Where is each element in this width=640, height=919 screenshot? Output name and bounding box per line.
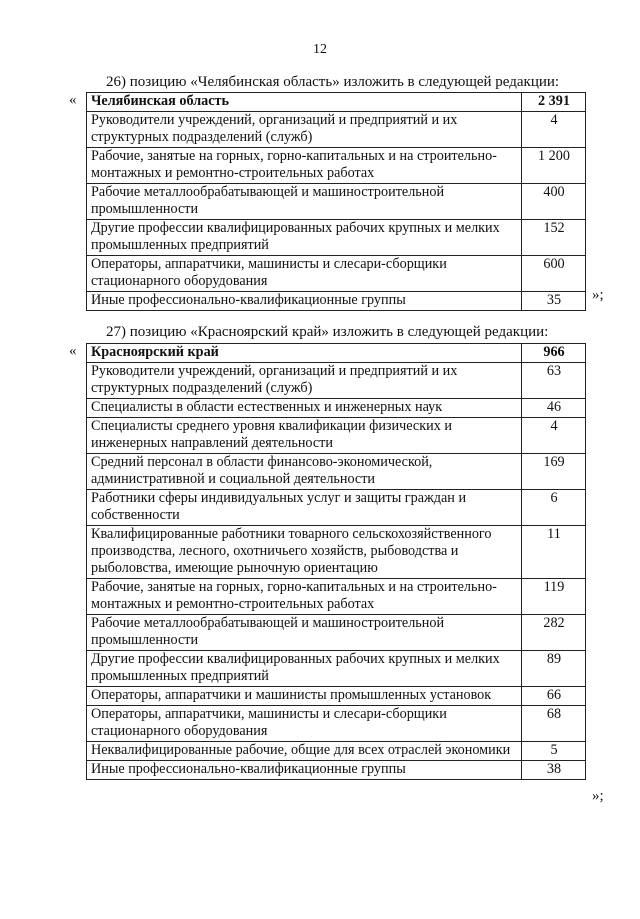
row-label: Иные профессионально-квалификационные группы — [87, 292, 522, 311]
table-row — [87, 742, 586, 761]
table-row — [87, 651, 586, 687]
table-row — [87, 292, 586, 311]
table-header-row — [87, 344, 586, 363]
row-value: 11 — [522, 526, 586, 579]
row-label: Операторы, аппаратчики, машинисты и слесари-сборщики стационарного оборудования — [87, 706, 522, 742]
row-label: Специалисты в области естественных и инженерных наук — [87, 399, 522, 418]
row-label: Специалисты среднего уровня квалификации физических и инженерных направлений деятельности — [87, 418, 522, 454]
region-total: 2 391 — [522, 93, 586, 112]
row-value: 5 — [522, 742, 586, 761]
page-number: 12 — [313, 42, 327, 57]
row-value: 282 — [522, 615, 586, 651]
row-value: 46 — [522, 399, 586, 418]
row-value: 400 — [522, 184, 586, 220]
region-name: Челябинская область — [87, 93, 522, 112]
open-quote: « — [69, 343, 77, 359]
row-value: 6 — [522, 490, 586, 526]
row-label: Руководители учреждений, организаций и предприятий и их структурных подразделений (служб) — [87, 112, 522, 148]
table-row — [87, 761, 586, 780]
close-quote: »; — [592, 287, 604, 303]
region-name: Красноярский край — [87, 344, 522, 363]
row-value: 68 — [522, 706, 586, 742]
row-label: Квалифицированные работники товарного сельскохозяйственного производства, лесного, охотничьего хозяйств, рыбоводства и рыболовства, имеющие рыночную ориентацию — [87, 526, 522, 579]
row-value: 66 — [522, 687, 586, 706]
close-quote: »; — [592, 788, 604, 804]
table-row — [87, 615, 586, 651]
table-row — [87, 418, 586, 454]
table-row — [87, 490, 586, 526]
row-value: 35 — [522, 292, 586, 311]
row-label: Операторы, аппаратчики, машинисты и слесари-сборщики стационарного оборудования — [87, 256, 522, 292]
row-label: Иные профессионально-квалификационные группы — [87, 761, 522, 780]
row-label: Работники сферы индивидуальных услуг и защиты граждан и собственности — [87, 490, 522, 526]
table-row — [87, 112, 586, 148]
row-label: Другие профессии квалифицированных рабочих крупных и мелких промышленных предприятий — [87, 651, 522, 687]
table-row — [87, 184, 586, 220]
table-row — [87, 454, 586, 490]
row-label: Руководители учреждений, организаций и предприятий и их структурных подразделений (служб) — [87, 363, 522, 399]
table-row — [87, 399, 586, 418]
section-heading-26: 26) позицию «Челябинская область» изложить в следующей редакции: — [106, 74, 560, 90]
row-label: Рабочие, занятые на горных, горно-капитальных и на строительно-монтажных и ремонтно-строительных работах — [87, 579, 522, 615]
row-value: 119 — [522, 579, 586, 615]
row-value: 63 — [522, 363, 586, 399]
table-row — [87, 526, 586, 579]
chelyabinsk-table — [86, 92, 586, 311]
row-value: 169 — [522, 454, 586, 490]
row-label: Рабочие, занятые на горных, горно-капитальных и на строительно-монтажных и ремонтно-строительных работах — [87, 148, 522, 184]
row-label: Неквалифицированные рабочие, общие для всех отраслей экономики — [87, 742, 522, 761]
row-label: Операторы, аппаратчики и машинисты промышленных установок — [87, 687, 522, 706]
table-row — [87, 579, 586, 615]
table-row — [87, 148, 586, 184]
table-row — [87, 706, 586, 742]
region-total: 966 — [522, 344, 586, 363]
row-value: 89 — [522, 651, 586, 687]
row-label: Другие профессии квалифицированных рабочих крупных и мелких промышленных предприятий — [87, 220, 522, 256]
open-quote: « — [69, 92, 77, 108]
row-value: 4 — [522, 418, 586, 454]
table-row — [87, 256, 586, 292]
row-value: 600 — [522, 256, 586, 292]
table-header-row — [87, 93, 586, 112]
table-row — [87, 220, 586, 256]
section-heading-27: 27) позицию «Красноярский край» изложить в следующей редакции: — [106, 324, 549, 340]
row-value: 4 — [522, 112, 586, 148]
row-label: Рабочие металлообрабатывающей и машиностроительной промышленности — [87, 184, 522, 220]
krasnoyarsk-table — [86, 343, 586, 780]
table-row — [87, 687, 586, 706]
row-value: 38 — [522, 761, 586, 780]
table-row — [87, 363, 586, 399]
row-label: Средний персонал в области финансово-экономической, административной и социальной деятельности — [87, 454, 522, 490]
row-label: Рабочие металлообрабатывающей и машиностроительной промышленности — [87, 615, 522, 651]
row-value: 152 — [522, 220, 586, 256]
row-value: 1 200 — [522, 148, 586, 184]
